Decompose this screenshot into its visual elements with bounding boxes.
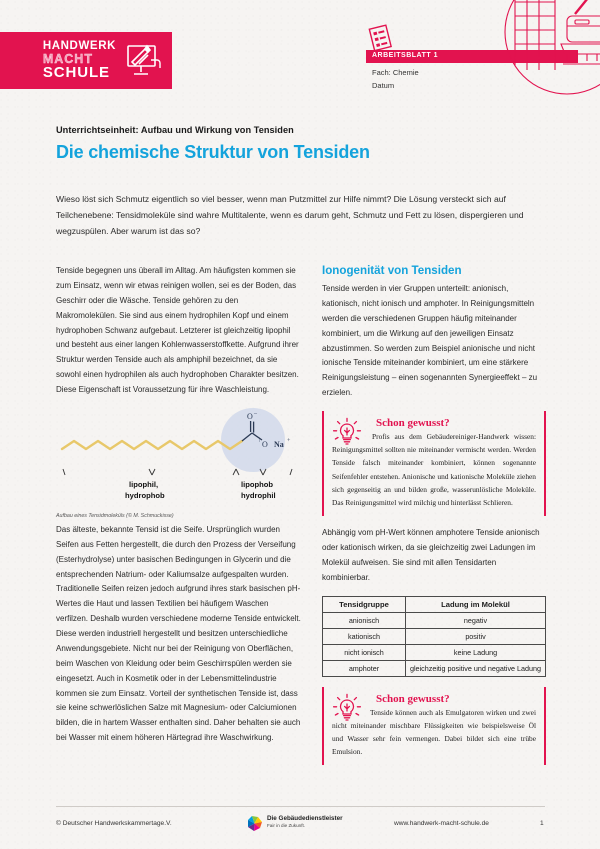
table-cell-charge: gleichzeitig positive und negative Ladung (406, 660, 546, 676)
partner-claim: Fair in die Zukunft. (267, 822, 306, 828)
figure-label-left-line2: hydrophob (125, 490, 165, 500)
fact-box-1 (322, 411, 546, 516)
footer-divider (56, 806, 545, 807)
pinwheel-icon (246, 815, 263, 832)
fact-box-2-text: Tenside können auch als Emulgatoren wirken und zwei nicht miteinander mischbare Flüssigkeiten wie beispielsweise Öl und Wasser sehr fein vermengen. Dabei bildet sich eine trübe Emulsion. (332, 707, 536, 757)
date-line: Datum (372, 81, 395, 91)
brand-logo-wordmark (43, 41, 116, 80)
surfactant-groups-table (322, 596, 546, 677)
right-paragraph-1: Tenside werden in vier Gruppen unterteilt: anionisch, kationisch, nicht ionisch und amphoter. In Reinigungsmitteln werden die verschiedenen Gruppen häufig miteinander kombiniert, um die Wirkung auf den jeweiligen Einsatz abzustimmen. So werden zum Beispiel anionische und nicht ionische Tenside miteinander kombiniert, um eine stärkere Reinigungsleistung – einen sogenannten Synergieeffekt – zu erzielen. (322, 284, 538, 398)
svg-text:+: + (287, 437, 291, 444)
worksheet-meta (372, 66, 419, 92)
atom-label-oxygen-bottom: O (262, 439, 268, 449)
desk-with-tools-icon (121, 40, 166, 82)
table-row (323, 660, 546, 676)
table-row (323, 612, 546, 628)
figure-label-right-line1: lipophob (241, 479, 274, 489)
figure-label-left-line1: lipophil, (129, 479, 159, 489)
footer-url: www.handwerk-macht-schule.de (394, 820, 489, 827)
right-paragraph-2: Abhängig vom pH-Wert können amphotere Tenside anionisch oder kationisch wirken, da sie gleichzeitig zwei Ladungen im Molekül aufweisen. Sie sind mit allen Tensidarten kombinierbar. (322, 528, 540, 582)
table-row (323, 628, 546, 644)
lightbulb-icon (330, 415, 364, 449)
table-cell-group: kationisch (323, 628, 406, 644)
right-column (322, 264, 546, 775)
brand-logo-line2: MACHT (42, 51, 93, 66)
partner-logo-text (267, 815, 343, 829)
table-row (323, 644, 546, 660)
atom-label-oxygen-top: O (247, 411, 253, 421)
table-cell-group: nicht ionisch (323, 644, 406, 660)
table-header-row (323, 596, 546, 612)
table-cell-charge: keine Ladung (406, 644, 546, 660)
left-paragraph-2: Das älteste, bekannte Tensid ist die Seife. Ursprünglich wurden Seifen aus Fetten hergestellt, die durch den Prozess der Verseifung (Esterhydrolyse) unter basischen Bedingungen in Glycerin und die entsprechenden Natrium- oder Kaliumsalze aufgespalten wurden. Traditionelle Seifen reizen jedoch aufgrund ihres stark basischen pH-Wertes die Haut und lassen Textilien bei häufigem Waschen verfilzen. Deshalb wurden verschiedene moderne Tenside entwickelt. Diese werden industriell hergestellt und besitzen unterschiedliche Anwendungsgebiete. Nicht nur bei der Reinigung von Oberflächen, beim Waschen von Kleidung oder beim Geschirrspülen werden sie eingesetzt. Auch in Kosmetik oder in der Lebensmittelindustrie kommen sie zum Einsatz. Vorteil der synthetischen Tenside ist, dass sie keine schwerlöslichen Salze mit Magnesium- oder Calciumionen bilden, die in hartem Wasser enthalten sind. Daher behalten sie auch bei Wasser mit einem höheren Härtegrad ihre Waschwirkung. (56, 524, 301, 743)
table-cell-group: anionisch (323, 612, 406, 628)
footer-copyright: © Deutscher Handwerkskammertage.V. (56, 820, 172, 827)
brand-logo-line3: SCHULE (42, 64, 110, 81)
figure-label-right-line2: hydrophil (241, 490, 276, 500)
svg-text:|: | (259, 436, 261, 443)
surfactant-molecule-figure (56, 407, 301, 519)
subject-line: Fach: Chemie (372, 68, 419, 77)
brand-logo-line1: HANDWERK (42, 40, 116, 52)
section-title-ionogenitaet: Ionogenität von Tensiden (322, 264, 462, 277)
page-title: Die chemische Struktur von Tensiden (56, 142, 370, 162)
worksheet-badge-label: ARBEITSBLATT 1 (372, 51, 438, 59)
fact-box-2-title: Schon gewusst? (376, 692, 450, 705)
table-cell-charge: positiv (406, 628, 546, 644)
fact-box-2 (322, 687, 546, 766)
table-cell-charge: negativ (406, 612, 546, 628)
svg-text:–: – (254, 410, 257, 417)
unit-kicker: Unterrichtseinheit: Aufbau und Wirkung von Tensiden (56, 125, 294, 135)
left-paragraph-1: Tenside begegnen uns überall im Alltag. Am häufigsten kommen sie zum Einsatz, wenn wir etwas reinigen wollen, sei es der Boden, das Geschirr oder die Wäsche. Tenside gehören zu den Makromolekülen. Sie sind aus einem hydrophilen Kopf und einem hydrophoben Schwanz aufgebaut. Letzterer ist gleichzeitig lipophil und besteht aus einer langen Kohlenwasserstoffkette. Aufgrund ihrer Struktur werden Tenside auch als amphiphil bezeichnet, da sie sowohl einen hydrophilen als auch hydrophoben Charakter besitzen. Diese Eigenschaft ist Voraussetzung für ihre Waschleistung. (56, 266, 299, 394)
partner-name: Die Gebäudedienstleister (267, 815, 343, 822)
page-header (0, 0, 600, 112)
left-column (56, 264, 301, 755)
fact-box-1-text: Profis aus dem Gebäudereiniger-Handwerk wissen: Reinigungsmittel sollten nie miteinander vermischt werden. Werden Tenside falsch miteinander kombiniert, können sogenannte Seifenfehler entstehen. Anionische und kationische Moleküle ziehen sich gegenseitig an und bilden große, wasserunlösliche Moleküle. Das Reinigungsmittel wird milchig und hinterlässt Schlieren. (332, 432, 536, 507)
building-cleaning-machine-icon (497, 0, 600, 102)
page-footer (0, 806, 600, 849)
lightbulb-icon (330, 691, 364, 725)
fact-box-1-title: Schon gewusst? (376, 417, 450, 429)
partner-logo (246, 815, 343, 832)
figure-caption: Aufbau eines Tensidmoleküls (© M. Schmuckisse) (56, 512, 174, 519)
atom-label-sodium: Na (274, 439, 284, 449)
surfactant-molecule-diagram (56, 407, 301, 507)
table-header-cell-group: Tensidgruppe (323, 596, 406, 612)
brand-logo (0, 32, 172, 89)
table-header-cell-charge: Ladung im Molekül (406, 596, 546, 612)
table-cell-group: amphoter (323, 660, 406, 676)
lead-paragraph: Wieso löst sich Schmutz eigentlich so viel besser, wenn man Putzmittel zur Hilfe nimmt? Die Lösung versteckt sich auf Teilchenebene: Tensidmoleküle sind wahre Multitalente, wenn es darum geht, Schmutz und Fett zu lösen, dispergieren und wegzuspülen. Aber warum ist das so? (56, 194, 524, 236)
footer-page-number: 1 (540, 820, 544, 827)
